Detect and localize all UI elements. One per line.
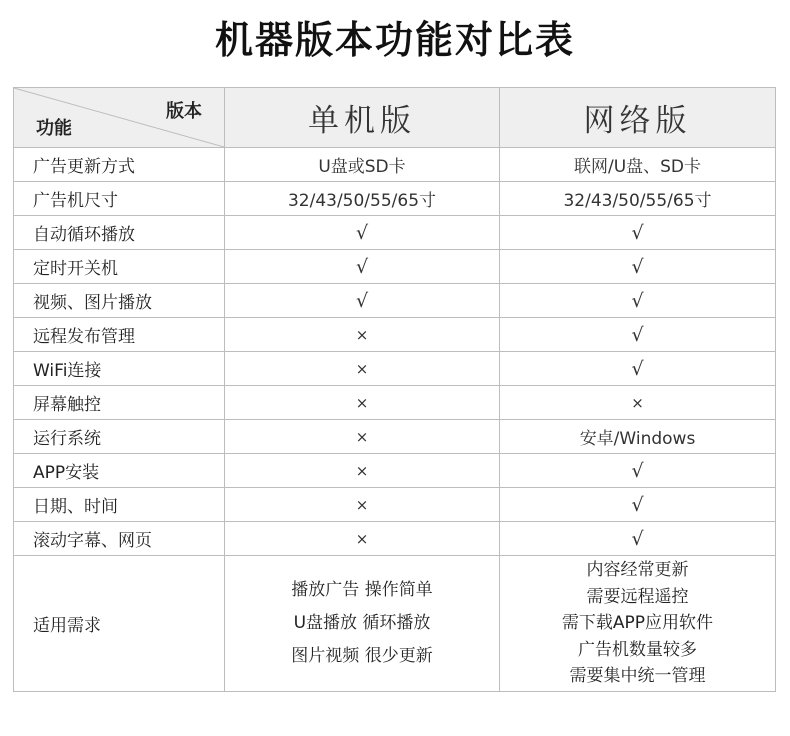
- needs-feature-label: 适用需求: [14, 556, 225, 692]
- corner-header-cell: [14, 88, 225, 148]
- feature-name: 日期、时间: [14, 488, 225, 522]
- comparison-table: [13, 87, 776, 692]
- needs-standalone-line: U盘播放 循环播放: [293, 613, 431, 633]
- table-row: [14, 454, 776, 488]
- standalone-value: √: [225, 216, 500, 250]
- standalone-value: ×: [225, 386, 500, 420]
- standalone-value: 32/43/50/55/65寸: [225, 182, 500, 216]
- table-row: [14, 216, 776, 250]
- table-header-row: [14, 88, 776, 148]
- feature-name: 广告更新方式: [14, 148, 225, 182]
- network-value: √: [500, 216, 776, 250]
- table-row: [14, 352, 776, 386]
- standalone-value: √: [225, 250, 500, 284]
- standalone-value: ×: [225, 488, 500, 522]
- feature-name: 滚动字幕、网页: [14, 522, 225, 556]
- table-row: [14, 318, 776, 352]
- standalone-value: ×: [225, 522, 500, 556]
- needs-row: [14, 556, 776, 692]
- feature-name: 广告机尺寸: [14, 182, 225, 216]
- feature-name: 自动循环播放: [14, 216, 225, 250]
- page-title: 机器版本功能对比表: [214, 18, 575, 62]
- table-body: [14, 148, 776, 556]
- standalone-value: ×: [225, 420, 500, 454]
- corner-label-version: 版本: [166, 101, 202, 122]
- network-value: √: [500, 318, 776, 352]
- needs-network-cell: [500, 556, 776, 692]
- network-value: 联网/U盘、SD卡: [500, 148, 776, 182]
- network-value: √: [500, 250, 776, 284]
- network-value: √: [500, 522, 776, 556]
- feature-name: APP安装: [14, 454, 225, 488]
- standalone-value: ×: [225, 454, 500, 488]
- table-row: [14, 250, 776, 284]
- column-header-network: 网络版: [500, 88, 776, 148]
- table-row: [14, 420, 776, 454]
- standalone-value: ×: [225, 352, 500, 386]
- column-header-standalone: 单机版: [225, 88, 500, 148]
- network-value: √: [500, 352, 776, 386]
- table-row: [14, 488, 776, 522]
- network-value: √: [500, 488, 776, 522]
- feature-name: 远程发布管理: [14, 318, 225, 352]
- network-value: ×: [500, 386, 776, 420]
- needs-standalone-line: 图片视频 很少更新: [291, 646, 433, 666]
- feature-name: 运行系统: [14, 420, 225, 454]
- feature-name: 视频、图片播放: [14, 284, 225, 318]
- needs-network-line: 需要远程遥控: [586, 586, 689, 607]
- needs-network-line: 需要集中统一管理: [569, 666, 706, 687]
- network-value: 安卓/Windows: [500, 420, 776, 454]
- corner-label-feature: 功能: [36, 118, 72, 139]
- standalone-value: ×: [225, 318, 500, 352]
- needs-network-line: 需下载APP应用软件: [561, 613, 714, 634]
- table-row: [14, 182, 776, 216]
- needs-network-line: 内容经常更新: [586, 560, 689, 581]
- needs-standalone-cell: [225, 556, 500, 692]
- feature-name: 屏幕触控: [14, 386, 225, 420]
- network-value: √: [500, 454, 776, 488]
- feature-name: 定时开关机: [14, 250, 225, 284]
- table-row: [14, 522, 776, 556]
- feature-name: WiFi连接: [14, 352, 225, 386]
- network-value: √: [500, 284, 776, 318]
- standalone-value: √: [225, 284, 500, 318]
- table-row: [14, 386, 776, 420]
- needs-network-line: 广告机数量较多: [578, 639, 697, 660]
- standalone-value: U盘或SD卡: [225, 148, 500, 182]
- network-value: 32/43/50/55/65寸: [500, 182, 776, 216]
- table-row: [14, 148, 776, 182]
- needs-standalone-line: 播放广告 操作简单: [291, 580, 433, 600]
- table-row: [14, 284, 776, 318]
